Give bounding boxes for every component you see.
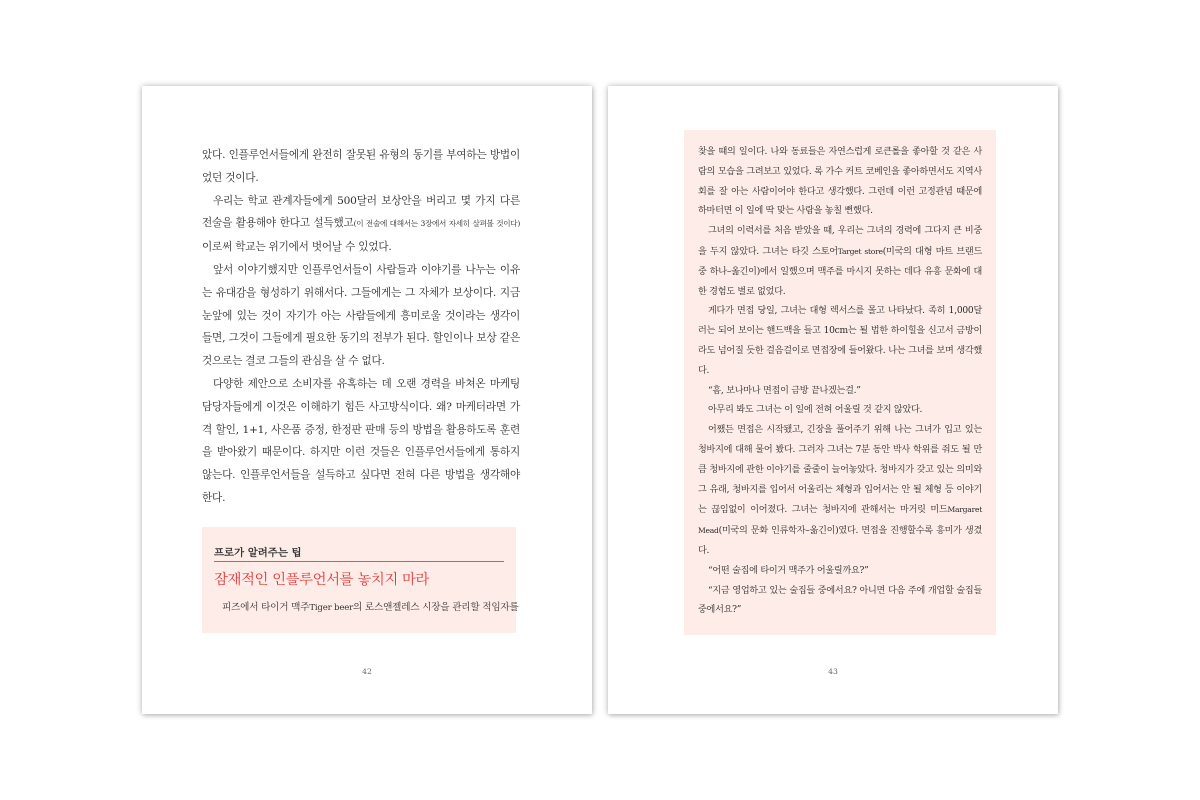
left-page <box>142 86 592 714</box>
tip-subtext <box>222 599 519 613</box>
page-number: 42 <box>362 667 372 676</box>
tip-title: 잠재적인 인플루언서를 놓치지 마라 <box>214 572 430 588</box>
paragraph: 게다가 면접 당일, 그녀는 대형 렉서스를 몰고 나타났다. 족히 1,000달러는 되어 보이는 핸드백을 들고 10cm는 될 법한 하이힐을 신고서 금방이라도 넘어질 듯한 걸음걸이로 면접장에 들어왔다. 나는 그녀를 보며 생각했다. <box>698 306 982 376</box>
story-text <box>698 143 982 621</box>
paragraph: 았다. 인플루언서들에게 완전히 잘못된 유형의 동기를 부여하는 방법이 었던 것이다. <box>202 149 520 184</box>
paragraph-tail: 이로써 학교는 위기에서 벗어날 수 있었다. <box>202 241 392 254</box>
tip-label: 프로가 알려주는 팁 <box>214 544 504 562</box>
paragraph <box>698 222 982 302</box>
paragraph: 앞서 이야기했지만 인플루언서들이 사람들과 이야기를 나누는 이유는 유대감을 형성하기 위해서다. 그들에게는 그 자체가 보상이다. 지금 눈앞에 있는 것이 자기가 아는 사람들에게 흥미로울 것이라는 생각이 들면, 그것이 그들에게 필요한 동기의 전부가 된다. 할인이나 보상 같은 것으로는 결코 그들의 관심을 살 수 없다. <box>202 263 520 368</box>
paragraph-part: (미국의 문화 인류학자–옮긴이)였다. 면접을 진행할수록 흥미가 생겼다. <box>698 526 982 556</box>
paragraph-part: 어쨌든 면접은 시작됐고, 긴장을 풀어주기 위해 나는 그녀가 입고 있는 청바지에 대해 물어 봤다. 그러자 그녀는 7분 동안 박사 학위를 줘도 될 만큼 청바지에 관한 이야기를 줄줄이 늘어놓았다. 청바지가 갖고 있는 의미와 그 유래, 청바지를 입어서 어울리는 체형과 입어서는 안 될 체형 등 이야기는 끊임없이 이어졌다. 그녀는 청바지에 관해서는 마거릿 미드 <box>698 425 982 516</box>
paragraph-note: (이 전술에 대해서는 3장에서 자세히 살펴볼 것이다) <box>353 219 520 229</box>
story-panel <box>684 130 996 635</box>
right-page <box>608 86 1058 714</box>
paragraph-part: 그녀의 이력서를 처음 받았을 때, 우리는 그녀의 경력에 그다지 큰 비중을 두지 않았다. 그녀는 타깃 스토어 <box>698 226 982 257</box>
paragraph: 다양한 제안으로 소비자를 유혹하는 데 오랜 경력을 바쳐온 마케팅 담당자들에게 이것은 이해하기 힘든 사고방식이다. 왜? 마케터라면 가격 할인, 1+1, 사은품 증정, 한정판 판매 등의 방법을 활용하도록 훈련을 받아왔기 때문이다. 하지만 이런 것들은 인플루언서들에게 통하지 않는다. 인플루언서들을 설득하고 싶다면 전혀 다른 방법을 생각해야 한다. <box>202 377 520 504</box>
left-body-text <box>202 144 520 510</box>
paragraph: 찾을 때의 일이다. 나와 동료들은 자연스럽게 로큰롤을 좋아할 것 같은 사람의 모습을 그려보고 있었다. 록 가수 커트 코베인을 좋아하면서도 지역사회를 잘 아는 사람이어야 한다고 생각했다. 그런데 이런 고정관념 때문에 하마터면 이 일에 딱 맞는 사람을 놓칠 뻔했다. <box>698 147 982 217</box>
page-number: 43 <box>828 667 838 676</box>
paragraph <box>698 421 982 562</box>
tip-sub-after: 의 로스앤젤레스 시장을 관리할 적임자를 <box>353 602 519 613</box>
quote: “지금 영업하고 있는 술집들 중에서요? 아니면 다음 주에 개업할 술집들 중에서요?” <box>698 585 982 616</box>
quote: “흠, 보나마나 면접이 금방 끝나겠는걸.” <box>708 385 861 396</box>
quote: “어떤 술집에 타이거 맥주가 어울릴까요?” <box>708 565 869 576</box>
paragraph-with-note <box>202 190 520 259</box>
pro-tip-box <box>202 527 519 633</box>
paragraph-main: 우리는 학교 관계자들에게 500달러 보상안을 버리고 몇 가지 다른 전술을 활용해야 한다고 설득했고 <box>202 194 520 230</box>
paragraph-latin: Target store <box>837 246 883 256</box>
paragraph-part: (미국의 대형 마트 브랜드 중 하나–옮긴이)에서 일했으며 맥주를 마시지 못하는 데다 유흥 문화에 대한 경험도 별로 없었다. <box>698 246 982 297</box>
paragraph-latin: Margaret Mead <box>698 505 982 536</box>
tip-sub-latin: Tiger beer <box>309 603 354 613</box>
tip-sub-before: 피즈에서 타이거 맥주 <box>222 602 310 613</box>
paragraph: 아무리 봐도 그녀는 이 일에 전혀 어울릴 것 같지 않았다. <box>708 405 923 416</box>
